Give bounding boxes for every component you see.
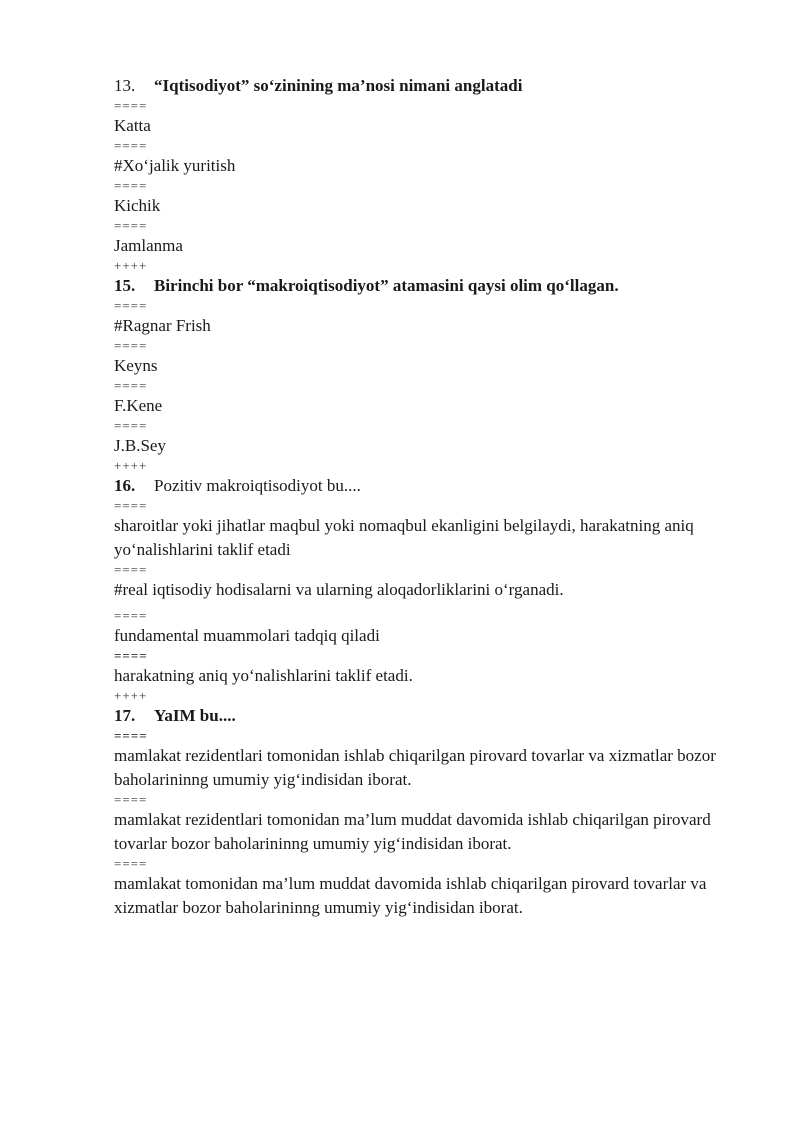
option-separator: ==== — [114, 856, 148, 871]
answer-option: #Xo‘jalik yuritish — [114, 156, 236, 175]
answer-option: Kichik — [114, 196, 161, 215]
option-separator: ==== — [114, 98, 148, 113]
answer-option: Keyns — [114, 356, 158, 375]
option-separator: ==== — [114, 418, 148, 433]
answer-option: #real iqtisodiy hodisalarni va ularning aloqadorliklarini o‘rganadi. — [114, 580, 564, 599]
question-text: “Iqtisodiyot” so‘zinining ma’nosi nimani anglatadi — [154, 76, 523, 95]
option-separator: ==== — [114, 498, 148, 513]
option-separator: ==== — [114, 138, 148, 153]
option-separator: ==== — [114, 562, 148, 577]
answer-option: F.Kene — [114, 396, 163, 415]
question-number: 17. — [114, 706, 136, 725]
answer-option: harakatning aniq yo‘nalishlarini taklif etadi. — [114, 666, 413, 685]
question-end-marker: ++++ — [114, 458, 148, 473]
answer-option: sharoitlar yoki jihatlar maqbul yoki nomaqbul ekanligini belgilaydi, harakatning aniq yo‘nalishlarini taklif etadi — [114, 516, 694, 559]
question-text: Pozitiv makroiqtisodiyot bu.... — [154, 476, 361, 495]
document-page — [114, 74, 744, 920]
option-separator: ==== — [114, 178, 148, 193]
answer-option: mamlakat rezidentlari tomonidan ishlab chiqarilgan pirovard tovarlar va xizmatlar bozor baholarininng umumiy yig‘indisidan iborat. — [114, 746, 716, 789]
question-16-title — [114, 474, 744, 498]
option-separator: ==== — [114, 728, 148, 743]
question-end-marker: ++++ — [114, 258, 148, 273]
option-separator: ==== — [114, 648, 148, 663]
answer-option: mamlakat rezidentlari tomonidan ma’lum muddat davomida ishlab chiqarilgan pirovard tovarlar bozor baholarininng umumiy yig‘indisidan iborat. — [114, 810, 711, 853]
answer-option: mamlakat tomonidan ma’lum muddat davomida ishlab chiqarilgan pirovard tovarlar va xizmatlar bozor baholarininng umumiy yig‘indisidan iborat. — [114, 874, 707, 917]
question-13-title — [114, 74, 744, 98]
option-separator: ==== — [114, 378, 148, 393]
question-number: 15. — [114, 276, 136, 295]
question-text: Birinchi bor “makroiqtisodiyot” atamasini qaysi olim qo‘llagan. — [154, 276, 619, 295]
answer-option: Katta — [114, 116, 151, 135]
answer-option: J.B.Sey — [114, 436, 166, 455]
answer-option: #Ragnar Frish — [114, 316, 211, 335]
question-end-marker: ++++ — [114, 688, 148, 703]
option-separator: ==== — [114, 338, 148, 353]
question-text: YaIM bu.... — [154, 706, 236, 725]
option-separator: ==== — [114, 298, 148, 313]
question-17-title — [114, 704, 744, 728]
question-15-title — [114, 274, 744, 298]
question-number: 16. — [114, 476, 136, 495]
option-separator: ==== — [114, 608, 148, 623]
answer-option: fundamental muammolari tadqiq qiladi — [114, 626, 380, 645]
option-separator: ==== — [114, 792, 148, 807]
option-separator: ==== — [114, 218, 148, 233]
question-number: 13. — [114, 76, 136, 95]
answer-option: Jamlanma — [114, 236, 183, 255]
